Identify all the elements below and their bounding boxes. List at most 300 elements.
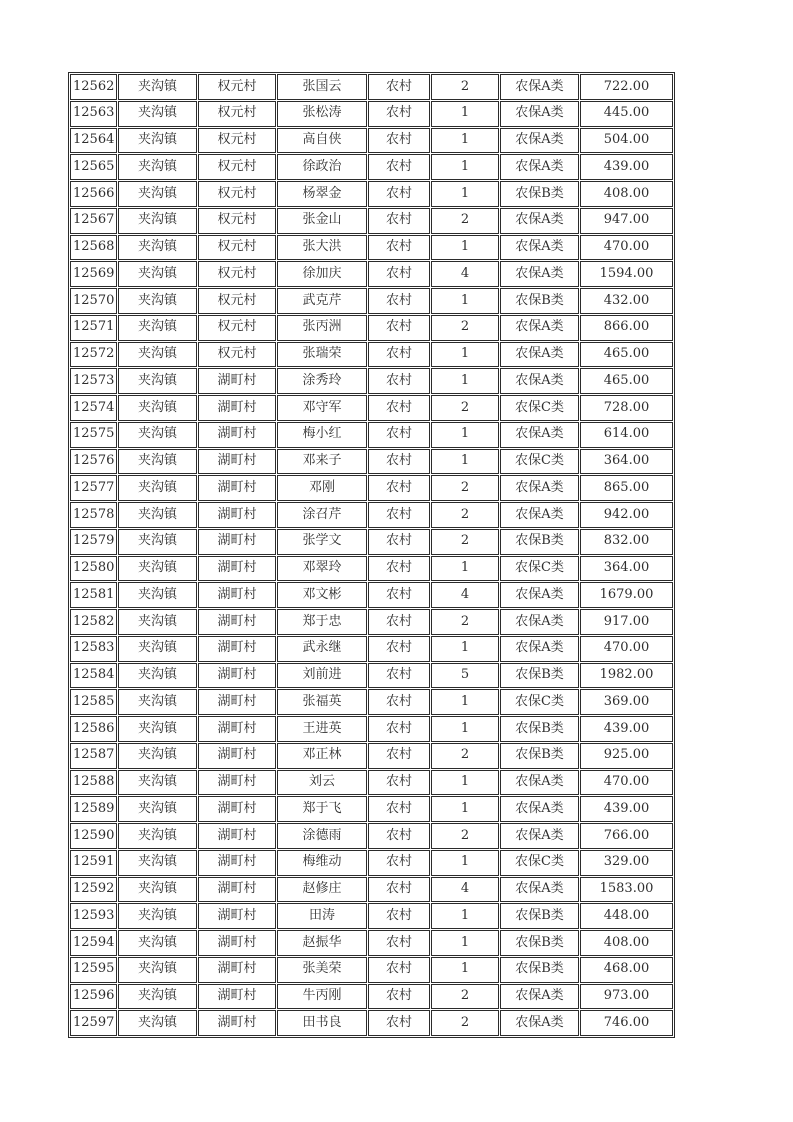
table-cell: 夹沟镇 xyxy=(118,502,197,528)
table-row xyxy=(70,74,673,100)
records-table-body xyxy=(70,74,673,1036)
table-cell: 农保A类 xyxy=(500,368,579,394)
table-row xyxy=(70,984,673,1010)
table-row xyxy=(70,636,673,662)
table-cell: 1 xyxy=(431,850,499,876)
table-cell: 504.00 xyxy=(580,128,673,154)
table-cell: 2 xyxy=(431,823,499,849)
table-cell: 12573 xyxy=(70,368,117,394)
table-cell: 1 xyxy=(431,449,499,475)
table-cell: 农保B类 xyxy=(500,957,579,983)
table-cell: 1594.00 xyxy=(580,261,673,287)
table-cell: 夹沟镇 xyxy=(118,957,197,983)
table-cell: 湖町村 xyxy=(198,449,276,475)
table-cell: 12591 xyxy=(70,850,117,876)
table-cell: 夹沟镇 xyxy=(118,128,197,154)
table-cell: 农保A类 xyxy=(500,208,579,234)
table-cell: 梅小红 xyxy=(277,422,367,448)
table-cell: 农保B类 xyxy=(500,716,579,742)
table-cell: 1 xyxy=(431,689,499,715)
table-cell: 866.00 xyxy=(580,315,673,341)
table-cell: 权元村 xyxy=(198,235,276,261)
table-cell: 刘云 xyxy=(277,770,367,796)
table-cell: 465.00 xyxy=(580,368,673,394)
table-cell: 夹沟镇 xyxy=(118,395,197,421)
table-cell: 夹沟镇 xyxy=(118,903,197,929)
table-cell: 农保A类 xyxy=(500,154,579,180)
table-cell: 农保A类 xyxy=(500,315,579,341)
table-cell: 张瑞荣 xyxy=(277,342,367,368)
table-cell: 邓正林 xyxy=(277,743,367,769)
table-cell: 12586 xyxy=(70,716,117,742)
table-cell: 2 xyxy=(431,395,499,421)
table-cell: 746.00 xyxy=(580,1010,673,1036)
table-cell: 470.00 xyxy=(580,770,673,796)
table-cell: 2 xyxy=(431,743,499,769)
table-cell: 2 xyxy=(431,74,499,100)
table-cell: 夹沟镇 xyxy=(118,101,197,127)
table-cell: 432.00 xyxy=(580,288,673,314)
table-cell: 湖町村 xyxy=(198,368,276,394)
table-cell: 湖町村 xyxy=(198,770,276,796)
table-cell: 农村 xyxy=(368,663,430,689)
table-cell: 郑于飞 xyxy=(277,796,367,822)
table-cell: 农保A类 xyxy=(500,984,579,1010)
table-cell: 12577 xyxy=(70,475,117,501)
table-cell: 夹沟镇 xyxy=(118,823,197,849)
table-cell: 权元村 xyxy=(198,315,276,341)
table-cell: 夹沟镇 xyxy=(118,877,197,903)
table-cell: 1583.00 xyxy=(580,877,673,903)
table-cell: 448.00 xyxy=(580,903,673,929)
table-row xyxy=(70,395,673,421)
table-cell: 766.00 xyxy=(580,823,673,849)
table-cell: 614.00 xyxy=(580,422,673,448)
table-cell: 12582 xyxy=(70,609,117,635)
table-cell: 农村 xyxy=(368,823,430,849)
table-cell: 农村 xyxy=(368,850,430,876)
table-cell: 农保B类 xyxy=(500,930,579,956)
table-cell: 夹沟镇 xyxy=(118,930,197,956)
table-cell: 农保C类 xyxy=(500,449,579,475)
table-cell: 12564 xyxy=(70,128,117,154)
table-row xyxy=(70,261,673,287)
table-row xyxy=(70,823,673,849)
table-cell: 1 xyxy=(431,342,499,368)
table-row xyxy=(70,930,673,956)
table-cell: 涂秀玲 xyxy=(277,368,367,394)
table-cell: 农保A类 xyxy=(500,74,579,100)
table-cell: 12580 xyxy=(70,556,117,582)
table-cell: 农保A类 xyxy=(500,1010,579,1036)
table-cell: 夹沟镇 xyxy=(118,422,197,448)
table-row xyxy=(70,208,673,234)
table-cell: 农村 xyxy=(368,181,430,207)
table-cell: 权元村 xyxy=(198,181,276,207)
table-cell: 夹沟镇 xyxy=(118,582,197,608)
table-cell: 12576 xyxy=(70,449,117,475)
table-cell: 农村 xyxy=(368,288,430,314)
table-cell: 农村 xyxy=(368,449,430,475)
table-cell: 农村 xyxy=(368,261,430,287)
table-cell: 农保B类 xyxy=(500,903,579,929)
table-cell: 夹沟镇 xyxy=(118,796,197,822)
table-cell: 王进英 xyxy=(277,716,367,742)
table-row xyxy=(70,101,673,127)
table-row xyxy=(70,288,673,314)
table-cell: 农村 xyxy=(368,502,430,528)
table-cell: 涂德雨 xyxy=(277,823,367,849)
table-cell: 农村 xyxy=(368,770,430,796)
table-cell: 湖町村 xyxy=(198,422,276,448)
table-cell: 364.00 xyxy=(580,449,673,475)
table-cell: 农村 xyxy=(368,609,430,635)
table-cell: 12572 xyxy=(70,342,117,368)
table-row xyxy=(70,235,673,261)
table-cell: 2 xyxy=(431,529,499,555)
table-cell: 12584 xyxy=(70,663,117,689)
table-cell: 夹沟镇 xyxy=(118,475,197,501)
table-cell: 12574 xyxy=(70,395,117,421)
table-cell: 1 xyxy=(431,903,499,929)
table-cell: 夹沟镇 xyxy=(118,235,197,261)
table-cell: 2 xyxy=(431,502,499,528)
table-cell: 权元村 xyxy=(198,101,276,127)
table-cell: 农村 xyxy=(368,716,430,742)
table-cell: 470.00 xyxy=(580,636,673,662)
table-cell: 湖町村 xyxy=(198,689,276,715)
table-cell: 湖町村 xyxy=(198,502,276,528)
table-cell: 夹沟镇 xyxy=(118,288,197,314)
table-cell: 12571 xyxy=(70,315,117,341)
table-cell: 杨翠金 xyxy=(277,181,367,207)
table-cell: 925.00 xyxy=(580,743,673,769)
table-row xyxy=(70,529,673,555)
table-cell: 湖町村 xyxy=(198,957,276,983)
table-cell: 2 xyxy=(431,984,499,1010)
table-cell: 权元村 xyxy=(198,74,276,100)
table-cell: 湖町村 xyxy=(198,475,276,501)
table-row xyxy=(70,903,673,929)
table-cell: 农村 xyxy=(368,877,430,903)
table-cell: 农村 xyxy=(368,422,430,448)
table-cell: 农保A类 xyxy=(500,475,579,501)
table-cell: 12594 xyxy=(70,930,117,956)
table-row xyxy=(70,796,673,822)
table-cell: 12589 xyxy=(70,796,117,822)
table-cell: 湖町村 xyxy=(198,930,276,956)
table-cell: 农保B类 xyxy=(500,529,579,555)
table-cell: 364.00 xyxy=(580,556,673,582)
table-cell: 湖町村 xyxy=(198,903,276,929)
table-cell: 夹沟镇 xyxy=(118,315,197,341)
table-cell: 农村 xyxy=(368,128,430,154)
table-cell: 张松涛 xyxy=(277,101,367,127)
table-cell: 12590 xyxy=(70,823,117,849)
table-row xyxy=(70,957,673,983)
table-cell: 农保A类 xyxy=(500,796,579,822)
table-cell: 12587 xyxy=(70,743,117,769)
table-cell: 夹沟镇 xyxy=(118,261,197,287)
table-cell: 农村 xyxy=(368,529,430,555)
table-cell: 农保A类 xyxy=(500,422,579,448)
table-cell: 邓翠玲 xyxy=(277,556,367,582)
table-cell: 1 xyxy=(431,422,499,448)
table-cell: 2 xyxy=(431,475,499,501)
table-cell: 张美荣 xyxy=(277,957,367,983)
records-table xyxy=(68,72,675,1038)
table-cell: 439.00 xyxy=(580,716,673,742)
table-cell: 农保A类 xyxy=(500,261,579,287)
table-cell: 夹沟镇 xyxy=(118,529,197,555)
table-cell: 权元村 xyxy=(198,288,276,314)
table-cell: 1 xyxy=(431,154,499,180)
table-cell: 1679.00 xyxy=(580,582,673,608)
table-row xyxy=(70,663,673,689)
table-cell: 夹沟镇 xyxy=(118,181,197,207)
table-cell: 408.00 xyxy=(580,930,673,956)
table-cell: 12579 xyxy=(70,529,117,555)
table-cell: 武克芹 xyxy=(277,288,367,314)
table-cell: 邓文彬 xyxy=(277,582,367,608)
table-row xyxy=(70,449,673,475)
table-cell: 农村 xyxy=(368,395,430,421)
table-cell: 农保B类 xyxy=(500,743,579,769)
table-cell: 12565 xyxy=(70,154,117,180)
table-cell: 865.00 xyxy=(580,475,673,501)
table-cell: 722.00 xyxy=(580,74,673,100)
table-cell: 369.00 xyxy=(580,689,673,715)
table-cell: 农村 xyxy=(368,101,430,127)
table-cell: 2 xyxy=(431,208,499,234)
table-cell: 农村 xyxy=(368,368,430,394)
table-cell: 2 xyxy=(431,609,499,635)
table-cell: 12575 xyxy=(70,422,117,448)
table-cell: 邓刚 xyxy=(277,475,367,501)
table-cell: 郑于忠 xyxy=(277,609,367,635)
table-cell: 12597 xyxy=(70,1010,117,1036)
table-cell: 12570 xyxy=(70,288,117,314)
table-cell: 湖町村 xyxy=(198,582,276,608)
table-cell: 权元村 xyxy=(198,154,276,180)
table-cell: 942.00 xyxy=(580,502,673,528)
table-cell: 权元村 xyxy=(198,342,276,368)
table-cell: 农村 xyxy=(368,235,430,261)
table-row xyxy=(70,850,673,876)
table-row xyxy=(70,502,673,528)
table-cell: 445.00 xyxy=(580,101,673,127)
table-cell: 湖町村 xyxy=(198,663,276,689)
table-cell: 湖町村 xyxy=(198,1010,276,1036)
table-cell: 湖町村 xyxy=(198,984,276,1010)
table-cell: 夹沟镇 xyxy=(118,342,197,368)
table-cell: 夹沟镇 xyxy=(118,743,197,769)
table-cell: 农村 xyxy=(368,930,430,956)
table-cell: 湖町村 xyxy=(198,716,276,742)
table-cell: 湖町村 xyxy=(198,877,276,903)
table-cell: 470.00 xyxy=(580,235,673,261)
table-cell: 12593 xyxy=(70,903,117,929)
table-cell: 夹沟镇 xyxy=(118,449,197,475)
table-cell: 农保B类 xyxy=(500,663,579,689)
table-cell: 湖町村 xyxy=(198,850,276,876)
table-cell: 农村 xyxy=(368,957,430,983)
table-cell: 465.00 xyxy=(580,342,673,368)
table-cell: 农保A类 xyxy=(500,877,579,903)
table-cell: 农保A类 xyxy=(500,636,579,662)
table-cell: 439.00 xyxy=(580,154,673,180)
table-cell: 12578 xyxy=(70,502,117,528)
table-cell: 12569 xyxy=(70,261,117,287)
table-cell: 947.00 xyxy=(580,208,673,234)
table-cell: 1 xyxy=(431,101,499,127)
table-cell: 4 xyxy=(431,582,499,608)
table-cell: 2 xyxy=(431,1010,499,1036)
table-cell: 农保A类 xyxy=(500,823,579,849)
table-cell: 权元村 xyxy=(198,261,276,287)
table-cell: 徐政治 xyxy=(277,154,367,180)
table-cell: 梅维动 xyxy=(277,850,367,876)
table-cell: 湖町村 xyxy=(198,796,276,822)
table-cell: 1 xyxy=(431,128,499,154)
table-cell: 农村 xyxy=(368,342,430,368)
table-cell: 夹沟镇 xyxy=(118,154,197,180)
table-cell: 12583 xyxy=(70,636,117,662)
table-cell: 917.00 xyxy=(580,609,673,635)
table-cell: 2 xyxy=(431,315,499,341)
table-row xyxy=(70,128,673,154)
table-cell: 湖町村 xyxy=(198,609,276,635)
table-row xyxy=(70,556,673,582)
table-cell: 权元村 xyxy=(198,128,276,154)
table-cell: 夹沟镇 xyxy=(118,609,197,635)
table-cell: 408.00 xyxy=(580,181,673,207)
table-cell: 832.00 xyxy=(580,529,673,555)
table-cell: 1 xyxy=(431,957,499,983)
table-cell: 湖町村 xyxy=(198,395,276,421)
table-cell: 邓守军 xyxy=(277,395,367,421)
table-row xyxy=(70,154,673,180)
table-cell: 农村 xyxy=(368,154,430,180)
table-cell: 4 xyxy=(431,261,499,287)
table-cell: 12592 xyxy=(70,877,117,903)
table-cell: 湖町村 xyxy=(198,636,276,662)
table-cell: 农保A类 xyxy=(500,342,579,368)
table-cell: 12563 xyxy=(70,101,117,127)
table-cell: 武永继 xyxy=(277,636,367,662)
table-cell: 涂召芹 xyxy=(277,502,367,528)
table-row xyxy=(70,743,673,769)
table-cell: 1 xyxy=(431,930,499,956)
table-cell: 12588 xyxy=(70,770,117,796)
table-cell: 夹沟镇 xyxy=(118,208,197,234)
table-cell: 农保A类 xyxy=(500,128,579,154)
table-cell: 12568 xyxy=(70,235,117,261)
table-cell: 张福英 xyxy=(277,689,367,715)
table-cell: 夹沟镇 xyxy=(118,716,197,742)
table-cell: 5 xyxy=(431,663,499,689)
table-cell: 农村 xyxy=(368,796,430,822)
table-row xyxy=(70,368,673,394)
table-cell: 农保A类 xyxy=(500,101,579,127)
table-row xyxy=(70,1010,673,1036)
table-cell: 农村 xyxy=(368,475,430,501)
table-cell: 439.00 xyxy=(580,796,673,822)
table-cell: 赵振华 xyxy=(277,930,367,956)
table-row xyxy=(70,609,673,635)
table-row xyxy=(70,315,673,341)
table-cell: 农村 xyxy=(368,743,430,769)
table-cell: 12585 xyxy=(70,689,117,715)
table-cell: 夹沟镇 xyxy=(118,850,197,876)
table-cell: 农保A类 xyxy=(500,582,579,608)
table-cell: 田书良 xyxy=(277,1010,367,1036)
table-cell: 农保C类 xyxy=(500,850,579,876)
table-cell: 夹沟镇 xyxy=(118,74,197,100)
table-cell: 农村 xyxy=(368,582,430,608)
table-cell: 1 xyxy=(431,288,499,314)
table-cell: 农保C类 xyxy=(500,556,579,582)
table-cell: 4 xyxy=(431,877,499,903)
table-cell: 农村 xyxy=(368,556,430,582)
table-cell: 农保C类 xyxy=(500,395,579,421)
table-row xyxy=(70,342,673,368)
table-cell: 农保C类 xyxy=(500,689,579,715)
table-cell: 张金山 xyxy=(277,208,367,234)
table-cell: 农村 xyxy=(368,315,430,341)
table-cell: 农村 xyxy=(368,208,430,234)
table-cell: 夹沟镇 xyxy=(118,1010,197,1036)
table-cell: 刘前进 xyxy=(277,663,367,689)
table-cell: 夹沟镇 xyxy=(118,984,197,1010)
table-cell: 权元村 xyxy=(198,208,276,234)
table-cell: 468.00 xyxy=(580,957,673,983)
table-cell: 张丙洲 xyxy=(277,315,367,341)
table-row xyxy=(70,770,673,796)
table-cell: 牛丙刚 xyxy=(277,984,367,1010)
table-cell: 徐加庆 xyxy=(277,261,367,287)
table-row xyxy=(70,475,673,501)
table-cell: 张大洪 xyxy=(277,235,367,261)
table-row xyxy=(70,716,673,742)
table-cell: 农村 xyxy=(368,1010,430,1036)
table-cell: 田涛 xyxy=(277,903,367,929)
table-cell: 329.00 xyxy=(580,850,673,876)
table-cell: 973.00 xyxy=(580,984,673,1010)
table-cell: 农村 xyxy=(368,74,430,100)
table-cell: 1982.00 xyxy=(580,663,673,689)
table-cell: 728.00 xyxy=(580,395,673,421)
table-cell: 12596 xyxy=(70,984,117,1010)
table-cell: 夹沟镇 xyxy=(118,556,197,582)
table-cell: 农村 xyxy=(368,984,430,1010)
table-cell: 赵修庄 xyxy=(277,877,367,903)
table-cell: 邓来子 xyxy=(277,449,367,475)
table-cell: 张学文 xyxy=(277,529,367,555)
table-cell: 1 xyxy=(431,368,499,394)
table-row xyxy=(70,689,673,715)
table-cell: 农村 xyxy=(368,903,430,929)
table-cell: 1 xyxy=(431,556,499,582)
table-cell: 湖町村 xyxy=(198,823,276,849)
table-cell: 1 xyxy=(431,770,499,796)
table-cell: 农保A类 xyxy=(500,235,579,261)
table-cell: 高自侠 xyxy=(277,128,367,154)
table-cell: 农保A类 xyxy=(500,609,579,635)
table-cell: 12581 xyxy=(70,582,117,608)
table-row xyxy=(70,877,673,903)
table-row xyxy=(70,181,673,207)
